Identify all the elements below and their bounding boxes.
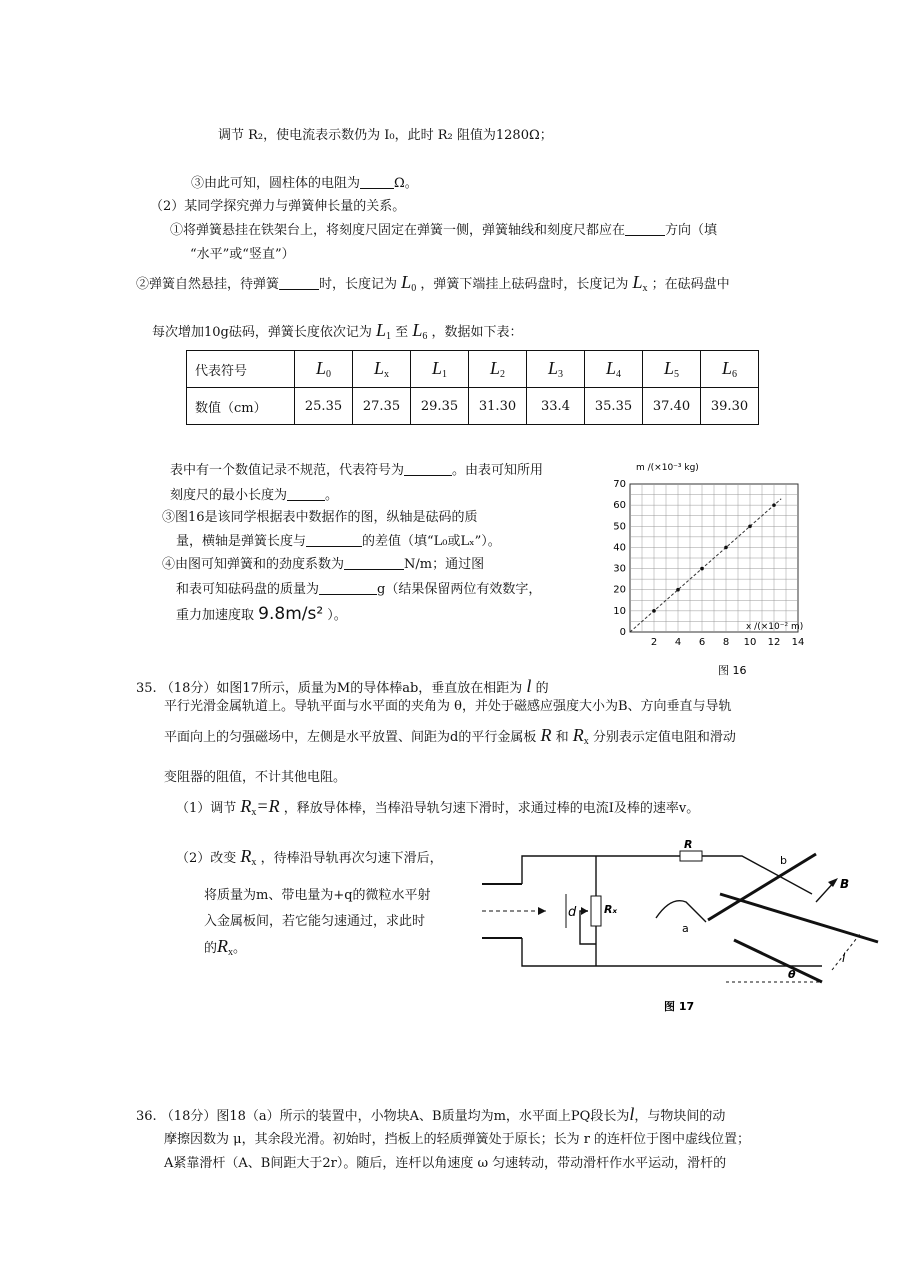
q36-line2-text: 摩擦因数为 μ，其余段光滑。初始时，挡板上的轻质弹簧处于原长；长为 r 的连杆位于图中虚线位置；	[164, 1132, 751, 1147]
figure-17-circuit	[476, 836, 886, 1020]
line-b1	[170, 459, 543, 478]
cell-symbol: L	[721, 358, 732, 378]
x-tick-label: 4	[674, 637, 682, 648]
b4-text-a: 量，横轴是弹簧长度与	[176, 534, 307, 549]
answer-blank[interactable]	[344, 557, 404, 570]
table-cell: 35.35	[585, 388, 643, 425]
label-b-field: B	[840, 877, 850, 891]
b2-text-b: 。	[325, 488, 339, 503]
line-step1-options	[190, 243, 295, 262]
b6-text-a: 和表可知砝码盘的质量为	[176, 582, 320, 597]
symbol-rx: $R_x$	[240, 846, 257, 868]
y-tick-label: 10	[613, 605, 626, 617]
table-cell	[643, 351, 701, 388]
cell-sub: 2	[500, 369, 505, 380]
period: 。	[233, 941, 247, 956]
cell-symbol: L	[489, 358, 500, 378]
data-point	[724, 546, 728, 550]
b4-text-b: 的差值（填“L₀或Lₓ”）。	[362, 534, 501, 549]
y-tick-label: 70	[613, 479, 626, 490]
step1-text: ①将弹簧悬挂在铁架台上，将刻度尺固定在弹簧一侧，弹簧轴线和刻度尺都应在	[170, 223, 626, 238]
data-point	[748, 524, 752, 528]
answer-blank[interactable]	[625, 223, 665, 236]
label-r: R	[684, 838, 693, 851]
capacitor-plates	[482, 884, 522, 938]
x-axis-label: x /(×10⁻² m)	[746, 622, 804, 632]
table-row	[187, 351, 759, 388]
x-tick-label: 10	[743, 637, 757, 648]
symbol-l0: $L_0$	[401, 272, 417, 294]
cell-sub: 5	[674, 369, 679, 380]
q35-text-b: 的	[535, 681, 549, 696]
q35-line4	[164, 766, 346, 785]
q35-line9-text: 的	[204, 941, 218, 956]
cell-symbol: L	[315, 358, 326, 378]
label-b: b	[780, 854, 787, 867]
q35-line2	[164, 695, 732, 714]
table-cell: 29.35	[411, 388, 469, 425]
line-adjust-r2-text: 调节 R₂，使电流表示数仍为 I₀，此时 R₂ 阻值为1280Ω；	[218, 128, 553, 143]
resistance-text: ③由此可知，圆柱体的电阻为	[191, 176, 361, 191]
q35-line4-text: 变阻器的阻值，不计其他电阻。	[164, 770, 347, 785]
resistor-rx	[591, 896, 601, 926]
y-tick-label: 20	[613, 584, 626, 596]
field-arrowhead	[828, 878, 838, 887]
table-cell	[353, 351, 411, 388]
b3-text: ③图16是该同学根据表中数据作的图，纵轴是砝码的质	[162, 510, 478, 525]
q35-line7	[204, 884, 431, 903]
data-point	[652, 609, 656, 613]
step2-text-b: 时，长度记为	[319, 277, 398, 292]
spring-intro-text: （2）某同学探究弹力与弹簧伸长量的关系。	[150, 199, 406, 214]
b7-text-a: 重力加速度取	[176, 608, 255, 623]
answer-blank[interactable]	[306, 534, 362, 547]
table-cell	[585, 351, 643, 388]
step2-text-d: ；在砝码盘中	[651, 277, 730, 292]
x-tick-label: 6	[698, 637, 706, 648]
b5-text-b: N/m；通过图	[404, 557, 485, 572]
q35-line2-text: 平行光滑金属轨道上。导轨平面与水平面的夹角为 θ，并处于磁感应强度大小为B、方向垂直与导轨	[164, 699, 732, 714]
step2-text-a: ②弹簧自然悬挂，待弹簧	[136, 277, 280, 292]
q35-line9	[204, 936, 246, 958]
cell-sub: 1	[442, 369, 447, 380]
cell-symbol: L	[431, 358, 442, 378]
answer-blank[interactable]	[279, 277, 319, 290]
distance-marker	[832, 934, 860, 970]
table-cell	[295, 351, 353, 388]
table-cell: 27.35	[353, 388, 411, 425]
x-tick-label: 12	[767, 637, 781, 648]
table-cell: 25.35	[295, 388, 353, 425]
q35-line3	[164, 725, 736, 747]
line-step2-cont	[152, 320, 523, 342]
figure-17-caption: 图 17	[664, 1000, 695, 1013]
label-rx: Rₓ	[604, 903, 618, 916]
rails	[708, 854, 878, 982]
particle-arrow	[538, 907, 546, 915]
symbol-l6: $L_6$	[412, 320, 428, 342]
table-row	[187, 388, 759, 425]
table-cell: 39.30	[701, 388, 759, 425]
figure-16-chart	[596, 456, 816, 680]
cell-symbol: L	[373, 358, 384, 378]
data-table	[186, 350, 759, 425]
q35-line7-text: 将质量为m、带电量为+q的微粒水平射	[204, 888, 431, 903]
y-tick-label: 50	[613, 521, 626, 533]
table-cell	[411, 351, 469, 388]
line-step2	[136, 272, 730, 294]
cell-sub: x	[384, 369, 389, 380]
cell-symbol: L	[663, 358, 674, 378]
answer-blank[interactable]	[404, 463, 452, 476]
q35-line6-a: （2）改变	[176, 851, 237, 866]
q35-line8	[204, 910, 425, 929]
q35-line8-text: 入金属板间，若它能匀速通过，求此时	[204, 914, 426, 929]
row-label: 代表符号	[187, 351, 295, 388]
symbol-rx: $R_x$	[572, 725, 589, 747]
step2-text-c: ，弹簧下端挂上砝码盘时，长度记为	[420, 277, 629, 292]
q35-line5-a: （1）调节	[176, 801, 237, 816]
data-point	[700, 567, 704, 571]
step1-options-text: “水平”或“竖直”）	[190, 247, 295, 262]
table-cell	[469, 351, 527, 388]
resistor-r	[680, 851, 702, 861]
symbol-r: R	[540, 725, 552, 745]
q36-line3	[164, 1152, 726, 1171]
slider-arrow	[581, 907, 588, 915]
line-spring-intro	[150, 195, 405, 214]
line-b2	[170, 484, 338, 503]
q35-text-a: 35. （18分）如图17所示，质量为M的导体棒ab，垂直放在相距为	[136, 681, 523, 696]
step2-cont-a: 每次增加10g砝码，弹簧长度依次记为	[152, 325, 372, 340]
y-axis-label: m /(×10⁻³ kg)	[636, 463, 699, 473]
label-theta: θ	[788, 968, 796, 981]
data-point	[772, 503, 776, 507]
symbol-l: l	[629, 1104, 635, 1124]
line-resistance	[191, 172, 418, 191]
symbol-l: l	[526, 676, 532, 696]
y-tick-label: 40	[613, 542, 626, 554]
y-tick-label: 0	[619, 627, 626, 638]
q35-line6-b: ，待棒沿导轨再次匀速下滑后，	[260, 851, 443, 866]
cell-sub: 0	[326, 369, 331, 380]
b6-text-b: g（结果保留两位有效数字，	[377, 582, 542, 597]
table-cell	[701, 351, 759, 388]
gravity-value: 9.8m/s²	[258, 604, 324, 624]
label-d: d	[568, 905, 577, 920]
line-b6	[176, 578, 541, 597]
answer-blank[interactable]	[319, 582, 377, 595]
q36-line1	[136, 1104, 725, 1125]
line-b7	[176, 604, 347, 624]
y-tick-label: 60	[613, 500, 626, 512]
wire-to-a	[656, 901, 706, 922]
x-tick-label: 14	[791, 637, 805, 648]
q36-line2	[164, 1128, 750, 1147]
line-step1	[170, 219, 717, 238]
cell-sub: 6	[732, 369, 737, 380]
q35-line1	[136, 676, 549, 697]
y-tick-label: 30	[613, 563, 626, 575]
symbol-l1: $L_1$	[376, 320, 392, 342]
label-l: l	[842, 951, 846, 965]
step1-end: 方向（填	[665, 223, 718, 238]
row-label: 数值（cm）	[187, 388, 295, 425]
b1-text-a: 表中有一个数值记录不规范，代表符号为	[170, 463, 405, 478]
b2-text-a: 刻度尺的最小长度为	[170, 488, 288, 503]
q35-line6	[176, 846, 443, 868]
q35-line5-b: ，释放导体棒，当棒沿导轨匀速下滑时，求通过棒的电流I及棒的速率v。	[283, 801, 700, 816]
step2-cont-b: 至	[395, 325, 409, 340]
step2-cont-c: ，数据如下表：	[431, 325, 523, 340]
formula-rx-eq-r: $R_x=R$	[240, 796, 280, 818]
q35-line3-a: 平面向上的匀强磁场中，左侧是水平放置、间距为d的平行金属板	[164, 730, 537, 745]
q35-line3-b: 和	[555, 730, 569, 745]
table-cell: 33.4	[527, 388, 585, 425]
symbol-rx: $R_x$	[217, 936, 234, 958]
answer-blank[interactable]	[360, 176, 394, 189]
b1-text-b: 。由表可知所用	[452, 463, 544, 478]
line-b4	[176, 530, 501, 549]
cell-symbol: L	[605, 358, 616, 378]
line-b3	[162, 506, 478, 525]
data-point	[676, 588, 680, 592]
x-tick-label: 8	[722, 637, 730, 648]
cell-symbol: L	[547, 358, 558, 378]
q36-line3-text: A紧靠滑杆（A、B间距大于2r）。随后，连杆以角速度 ω 匀速转动，带动滑杆作水平运动，滑杆的	[164, 1156, 727, 1171]
x-tick-label: 2	[650, 637, 658, 648]
q36-text-a: 36. （18分）图18（a）所示的装置中，小物块A、B质量均为m，水平面上PQ段长为	[136, 1109, 630, 1124]
label-a: a	[682, 922, 689, 935]
table-cell: 37.40	[643, 388, 701, 425]
line-b5	[162, 553, 484, 572]
q35-line5	[176, 796, 699, 818]
q35-line3-c: 分别表示定值电阻和滑动	[592, 730, 736, 745]
answer-blank[interactable]	[287, 488, 325, 501]
b7-text-c: ）。	[327, 608, 347, 623]
cell-sub: 3	[558, 369, 563, 380]
q36-text-b: ，与物块间的动	[634, 1109, 726, 1124]
b5-text-a: ④由图可知弹簧和的劲度系数为	[162, 557, 345, 572]
cell-sub: 4	[616, 369, 621, 380]
line-adjust-r2	[218, 124, 553, 143]
table-cell: 31.30	[469, 388, 527, 425]
symbol-lx: $L_x$	[632, 272, 648, 294]
figure-16-caption: 图 16	[718, 664, 747, 677]
resistance-unit: Ω。	[394, 176, 418, 191]
table-cell	[527, 351, 585, 388]
